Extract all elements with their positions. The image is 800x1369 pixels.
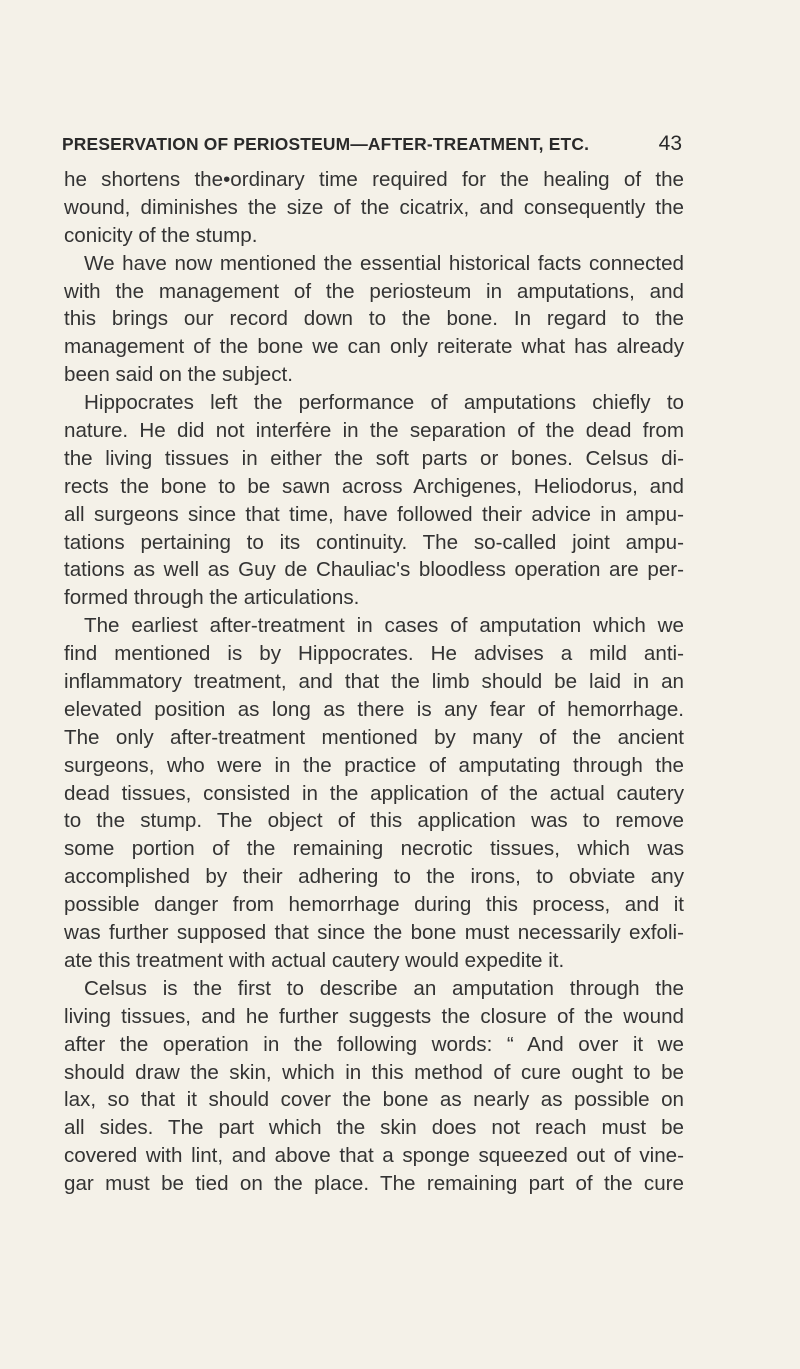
text-line: inflammatory treatment, and that the limb should be laid in an xyxy=(64,670,684,694)
text-line: tations pertaining to its continuity. The so-called joint ampu- xyxy=(64,530,684,554)
paragraph-first-line: We have now mentioned the essential historical facts connected xyxy=(84,251,684,275)
text-line: The only after-treatment mentioned by many of the ancient xyxy=(64,725,684,749)
text-line: was further supposed that since the bone must necessarily exfoli- xyxy=(64,921,684,945)
text-line: surgeons, who were in the practice of amputating through the xyxy=(64,753,684,777)
text-line: after the operation in the following words: “ And over it we xyxy=(64,1032,684,1056)
text-line: gar must be tied on the place. The remaining part of the cure xyxy=(64,1172,684,1196)
text-line: find mentioned is by Hippocrates. He advises a mild anti- xyxy=(64,642,684,666)
text-line: dead tissues, consisted in the application of the actual cautery xyxy=(64,781,684,805)
text-line: rects the bone to be sawn across Archigenes, Heliodorus, and xyxy=(64,474,684,498)
text-line: nature. He did not interfėre in the separation of the dead from xyxy=(64,419,684,443)
text-line: to the stump. The object of this application was to remove xyxy=(64,809,684,833)
text-line: tations as well as Guy de Chauliac's bloodless operation are per- xyxy=(64,558,684,582)
text-line: the living tissues in either the soft parts or bones. Celsus di- xyxy=(64,446,684,470)
text-line: with the management of the periosteum in amputations, and xyxy=(64,279,684,303)
body-text xyxy=(64,166,684,1198)
paragraph-first-line: Hippocrates left the performance of amputations chiefly to xyxy=(84,391,684,415)
running-head xyxy=(62,132,682,162)
paragraph-first-line: The earliest after-treatment in cases of amputation which we xyxy=(84,614,684,638)
text-line: been said on the subject. xyxy=(64,363,293,387)
text-line: conicity of the stump. xyxy=(64,223,258,247)
text-line: living tissues, and he further suggests the closure of the wound xyxy=(64,1004,684,1028)
text-line: all surgeons since that time, have followed their advice in ampu- xyxy=(64,502,684,526)
text-line: he shortens the•ordinary time required for the healing of the xyxy=(64,168,684,191)
text-line: formed through the articulations. xyxy=(64,586,360,610)
text-line: ate this treatment with actual cautery would expedite it. xyxy=(64,948,565,972)
page-number: 43 xyxy=(658,132,682,155)
text-line: wound, diminishes the size of the cicatrix, and consequently the xyxy=(64,195,684,219)
text-line: accomplished by their adhering to the irons, to obviate any xyxy=(64,865,684,889)
text-line: elevated position as long as there is any fear of hemorrhage. xyxy=(64,697,684,721)
text-line: lax, so that it should cover the bone as nearly as possible on xyxy=(64,1088,684,1112)
running-head-title: PRESERVATION OF PERIOSTEUM—AFTER-TREATMENT, ETC. xyxy=(62,134,590,154)
text-line: should draw the skin, which in this method of cure ought to be xyxy=(64,1060,684,1084)
text-line: some portion of the remaining necrotic tissues, which was xyxy=(64,837,684,861)
text-line: all sides. The part which the skin does not reach must be xyxy=(64,1116,684,1140)
text-line: this brings our record down to the bone. In regard to the xyxy=(64,307,684,331)
text-line: covered with lint, and above that a sponge squeezed out of vine- xyxy=(64,1144,684,1168)
paragraph-first-line: Celsus is the first to describe an amputation through the xyxy=(84,976,684,1000)
text-line: possible danger from hemorrhage during this process, and it xyxy=(64,893,684,917)
text-line: management of the bone we can only reiterate what has already xyxy=(64,335,684,359)
